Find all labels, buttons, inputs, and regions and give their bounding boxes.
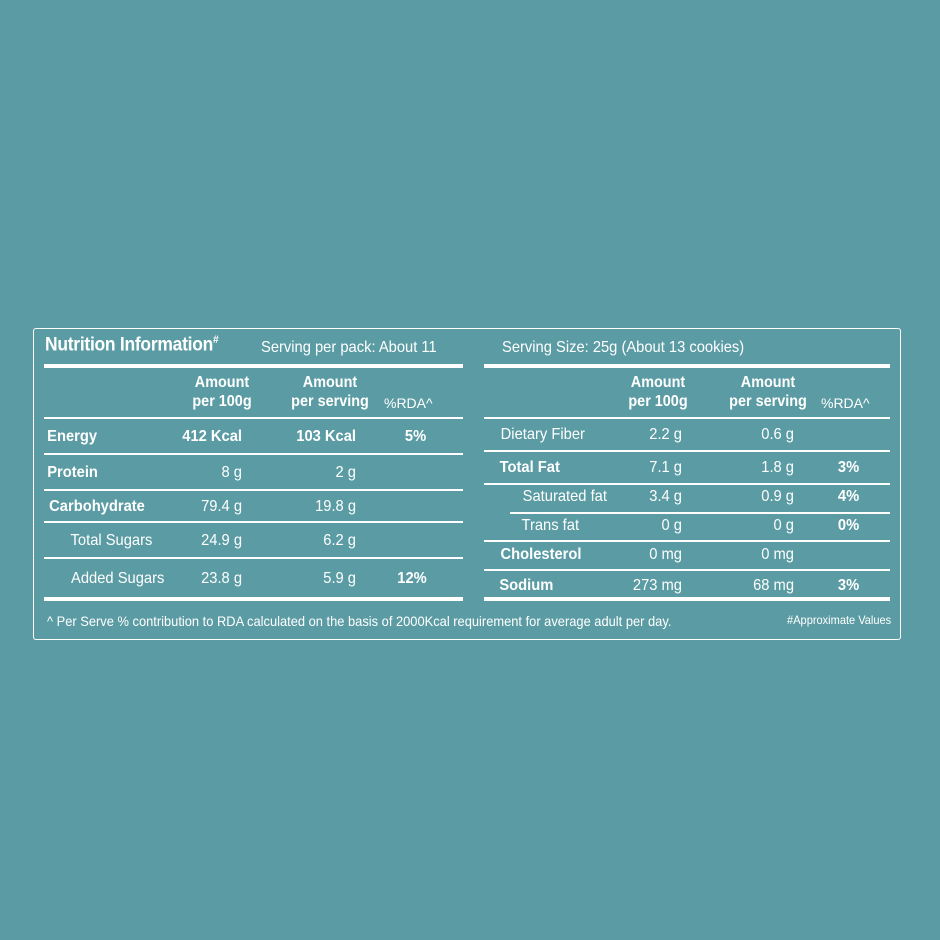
right-col-rda: %RDA^: [821, 395, 870, 411]
nutrition-title: Nutrition Information#: [45, 334, 219, 356]
left-col-serving: Amount per serving: [291, 374, 369, 410]
right-row-rule: [484, 450, 890, 452]
left-col-rda: %RDA^: [384, 395, 433, 411]
left-row-rule: [44, 521, 463, 523]
left-bottom-rule: [44, 597, 463, 601]
left-col-per100: Amount per 100g: [192, 374, 252, 410]
right-row-rule: [510, 512, 890, 514]
left-row-rule: [44, 557, 463, 559]
right-row-rule: [484, 540, 890, 542]
nutrition-panel: Nutrition Information# Serving per pack: About 11 Serving Size: 25g (About 13 cookies) Amount per 100g Amount per serving %RDA^ Amount per 100g Amount per serving %RDA^ Energy 412 Kcal 103 Kcal 5% Protein 8 g 2 g Carbohydrate 79.4 g 19.8 g Total Sugars 24.9 g 6.2 g Added Sugars 23.8 g 5.9 g 12% Dietary Fiber 2.2 g 0.6 g Total Fat 7.1 g 1.8 g 3% Saturated fat 3.4 g 0.9 g 4% Trans fat 0 g 0 g 0% Cholesterol 0 mg 0 mg Sodium 273 mg 68 mg 3% ^ Per Serve % contribution to RDA calculated on the basis of 2000Kcal requirement for average adult per day. #Approximate Values: [33, 328, 901, 640]
serving-per-pack: Serving per pack: About 11: [261, 339, 437, 356]
serving-size: Serving Size: 25g (About 13 cookies): [502, 339, 745, 356]
right-colhead-rule: [484, 417, 890, 419]
left-row-rule: [44, 489, 463, 491]
right-header-rule: [484, 364, 890, 368]
right-col-serving: Amount per serving: [729, 374, 807, 410]
approx-footnote: #Approximate Values: [786, 613, 891, 627]
right-row-rule: [484, 569, 890, 571]
right-col-per100: Amount per 100g: [628, 374, 688, 410]
left-row-rule: [44, 453, 463, 455]
right-bottom-rule: [484, 597, 890, 601]
left-header-rule: [44, 364, 463, 368]
right-row-rule: [484, 483, 890, 485]
left-colhead-rule: [44, 417, 463, 419]
rda-footnote: ^ Per Serve % contribution to RDA calculated on the basis of 2000Kcal requirement for average adult per day.: [47, 613, 672, 629]
